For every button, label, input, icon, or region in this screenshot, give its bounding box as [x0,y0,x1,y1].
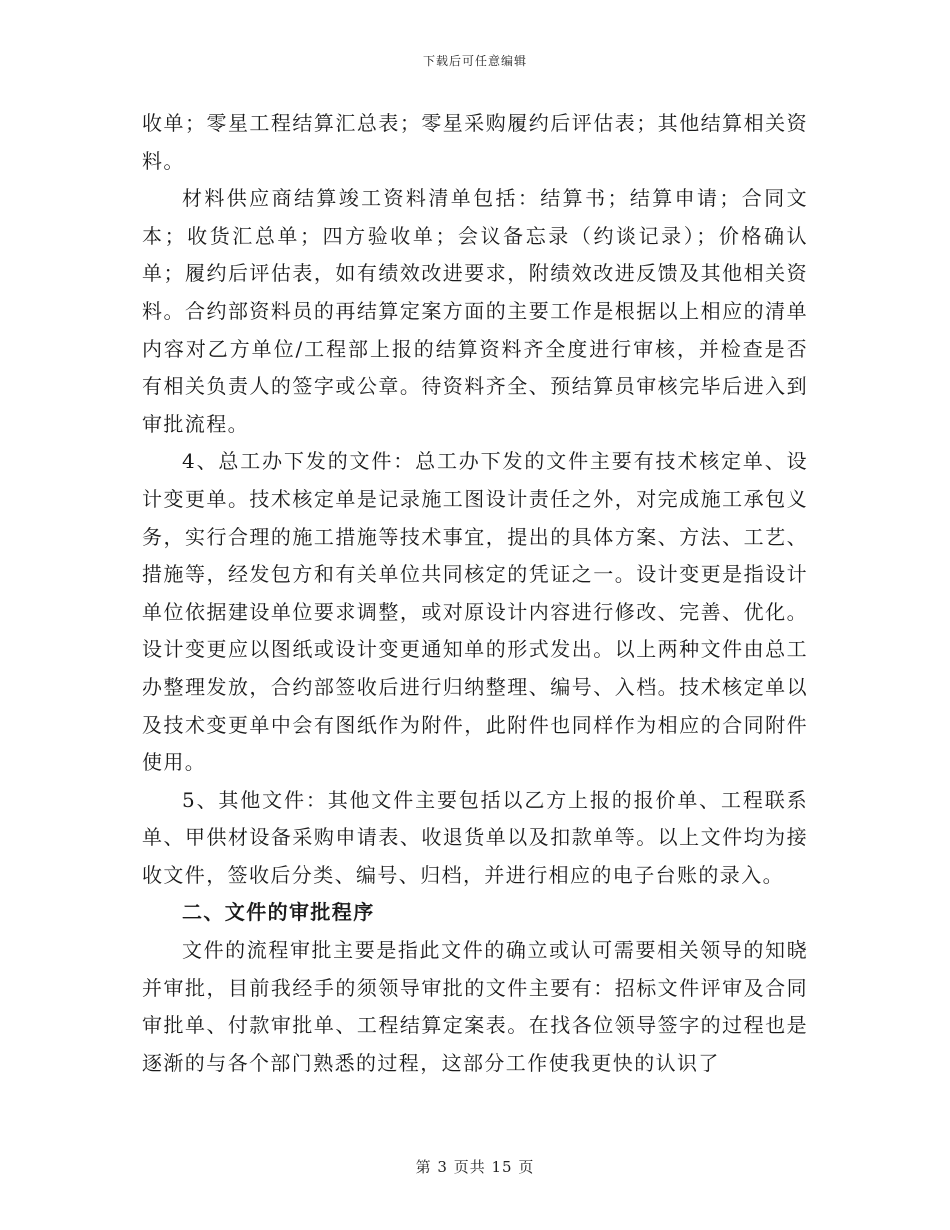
paragraph-approval-process: 文件的流程审批主要是指此文件的确立或认可需要相关领导的知晓并审批，目前我经手的须领导审批的文件主要有：招标文件评审及合同审批单、付款审批单、工程结算定案表。在找各位领导签字的过程也是逐渐的与各个部门熟悉的过程，这部分工作使我更快的认识了 [142,938,808,1075]
paragraph-continuation: 收单；零星工程结算汇总表；零星采购履约后评估表；其他结算相关资料。 [142,111,808,173]
page-number: 第 3 页共 15 页 [415,1158,535,1176]
page-header: 下载后可任意编辑 [422,54,527,68]
paragraph-supplier-settlement: 材料供应商结算竣工资料清单包括：结算书；结算申请；合同文本；收货汇总单；四方验收单；会议备忘录（约谈记录）；价格确认单；履约后评估表，如有绩效改进要求，附绩效改进反馈及其他相关资料。合约部资料员的再结算定案方面的主要工作是根据以上相应的清单内容对乙方单位/工程部上报的结算资料齐全度进行审核，并检查是否有相关负责人的签字或公章。待资料齐全、预结算员审核完毕后进入到审批流程。 [142,186,808,436]
paragraph-other-docs: 5、其他文件：其他文件主要包括以乙方上报的报价单、工程联系单、甲供材设备采购申请表、收退货单以及扣款单等。以上文件均为接收文件，签收后分类、编号、归档，并进行相应的电子台账的录入。 [142,787,808,887]
paragraph-chief-engineer-docs: 4、总工办下发的文件：总工办下发的文件主要有技术核定单、设计变更单。技术核定单是记录施工图设计责任之外，对完成施工承包义务，实行合理的施工措施等技术事宜，提出的具体方案、方法、工艺、措施等，经发包方和有关单位共同核定的凭证之一。设计变更是指设计单位依据建设单位要求调整，或对原设计内容进行修改、完善、优化。设计变更应以图纸或设计变更通知单的形式发出。以上两种文件由总工办整理发放，合约部签收后进行归纳整理、编号、入档。技术核定单以及技术变更单中会有图纸作为附件，此附件也同样作为相应的合同附件使用。 [142,449,808,775]
document-body [142,105,808,1082]
section-heading-approval: 二、文件的审批程序 [182,900,375,925]
